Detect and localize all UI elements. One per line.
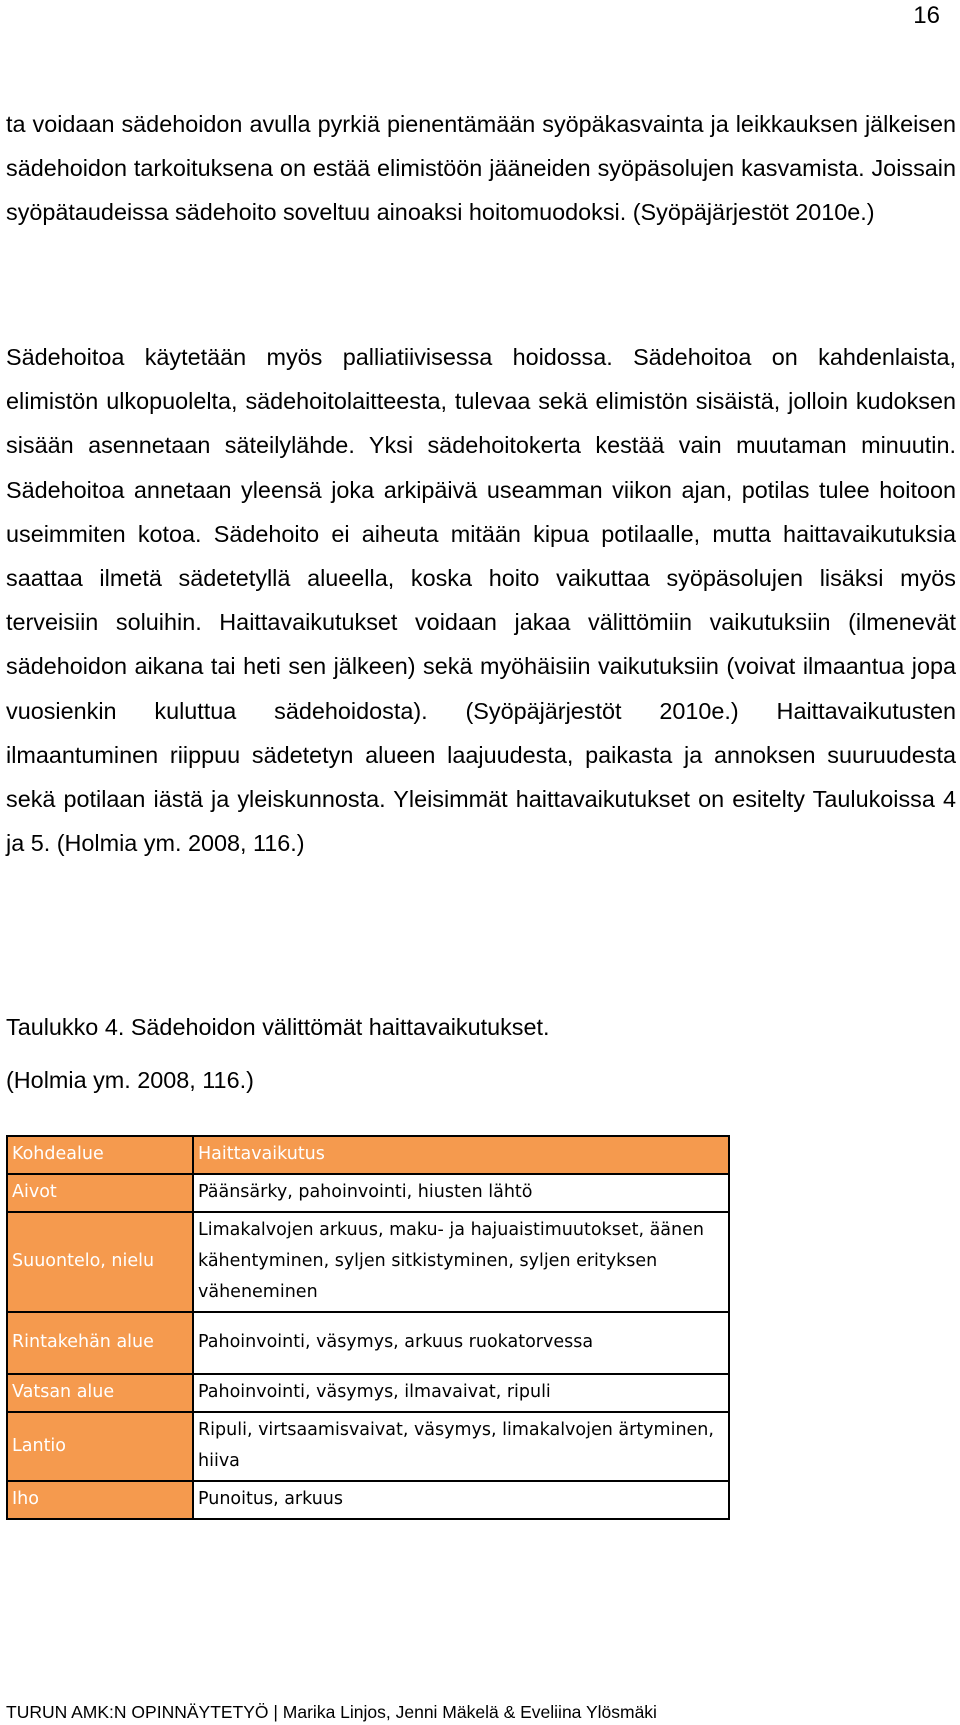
area-cell: Iho — [7, 1481, 193, 1519]
area-cell: Vatsan alue — [7, 1374, 193, 1412]
column-header-effect: Haittavaikutus — [193, 1136, 729, 1174]
page-number: 16 — [913, 2, 940, 29]
area-cell: Suuontelo, nielu — [7, 1212, 193, 1312]
table-row — [7, 1212, 729, 1312]
effect-cell: Punoitus, arkuus — [193, 1481, 729, 1519]
column-header-area: Kohdealue — [7, 1136, 193, 1174]
effect-cell: Pahoinvointi, väsymys, ilmavaivat, ripuli — [193, 1374, 729, 1412]
effect-cell: Limakalvojen arkuus, maku- ja hajuaistimuutokset, äänen kähentyminen, syljen sitkistyminen, syljen erityksen väheneminen — [193, 1212, 729, 1312]
table-row — [7, 1374, 729, 1412]
area-cell: Lantio — [7, 1412, 193, 1481]
effect-cell: Pahoinvointi, väsymys, arkuus ruokatorvessa — [193, 1312, 729, 1374]
page-footer: TURUN AMK:N OPINNÄYTETYÖ | Marika Linjos, Jenni Mäkelä & Eveliina Ylösmäki — [6, 1702, 657, 1722]
table-title: Taulukko 4. Sädehoidon välittömät haittavaikutukset. — [6, 1014, 550, 1040]
table-row — [7, 1481, 729, 1519]
effect-cell: Ripuli, virtsaamisvaivat, väsymys, limakalvojen ärtyminen, hiiva — [193, 1412, 729, 1481]
table-row — [7, 1312, 729, 1374]
body-paragraph: ta voidaan sädehoidon avulla pyrkiä pienentämään syöpäkasvainta ja leikkauksen jälkeisen sädehoidon tarkoituksena on estää elimistöön jääneiden syöpäsolujen kasvamista. Joissain syöpätaudeissa sädehoito soveltuu ainoaksi hoitomuodoksi. (Syöpäjärjestöt 2010e.) — [6, 111, 956, 226]
table-row — [7, 1412, 729, 1481]
side-effects-table — [6, 1135, 730, 1520]
area-cell: Rintakehän alue — [7, 1312, 193, 1374]
area-cell: Aivot — [7, 1174, 193, 1212]
effect-cell: Päänsärky, pahoinvointi, hiusten lähtö — [193, 1174, 729, 1212]
table-header-row — [7, 1136, 729, 1174]
table-source: (Holmia ym. 2008, 116.) — [6, 1067, 254, 1093]
table-row — [7, 1174, 729, 1212]
body-paragraph: Sädehoitoa käytetään myös palliatiivisessa hoidossa. Sädehoitoa on kahdenlaista, elimistön ulkopuolelta, sädehoitolaitteesta, tulevaa sekä elimistön sisäistä, jolloin kudoksen sisään asennetaan säteilylähde. Yksi sädehoitokerta kestää vain muutaman minuutin. Sädehoitoa annetaan yleensä joka arkipäivä useamman viikon ajan, potilas tulee hoitoon useimmiten kotoa. Sädehoito ei aiheuta mitään kipua potilaalle, mutta haittavaikutuksia saattaa ilmetä sädetetyllä alueella, koska hoito vaikuttaa syöpäsolujen lisäksi myös terveisiin soluihin. Haittavaikutukset voidaan jakaa välittömiin vaikutuksiin (ilmenevät sädehoidon aikana tai heti sen jälkeen) sekä myöhäisiin vaikutuksiin (voivat ilmaantua jopa vuosienkin kuluttua sädehoidosta). (Syöpäjärjestöt 2010e.) Haittavaikutusten ilmaantuminen riippuu sädetetyn alueen laajuudesta, paikasta ja annoksen suuruudesta sekä potilaan iästä ja yleiskunnosta. Yleisimmät haittavaikutukset on esitelty Taulukoissa 4 ja 5. (Holmia ym. 2008, 116.) — [6, 344, 956, 857]
